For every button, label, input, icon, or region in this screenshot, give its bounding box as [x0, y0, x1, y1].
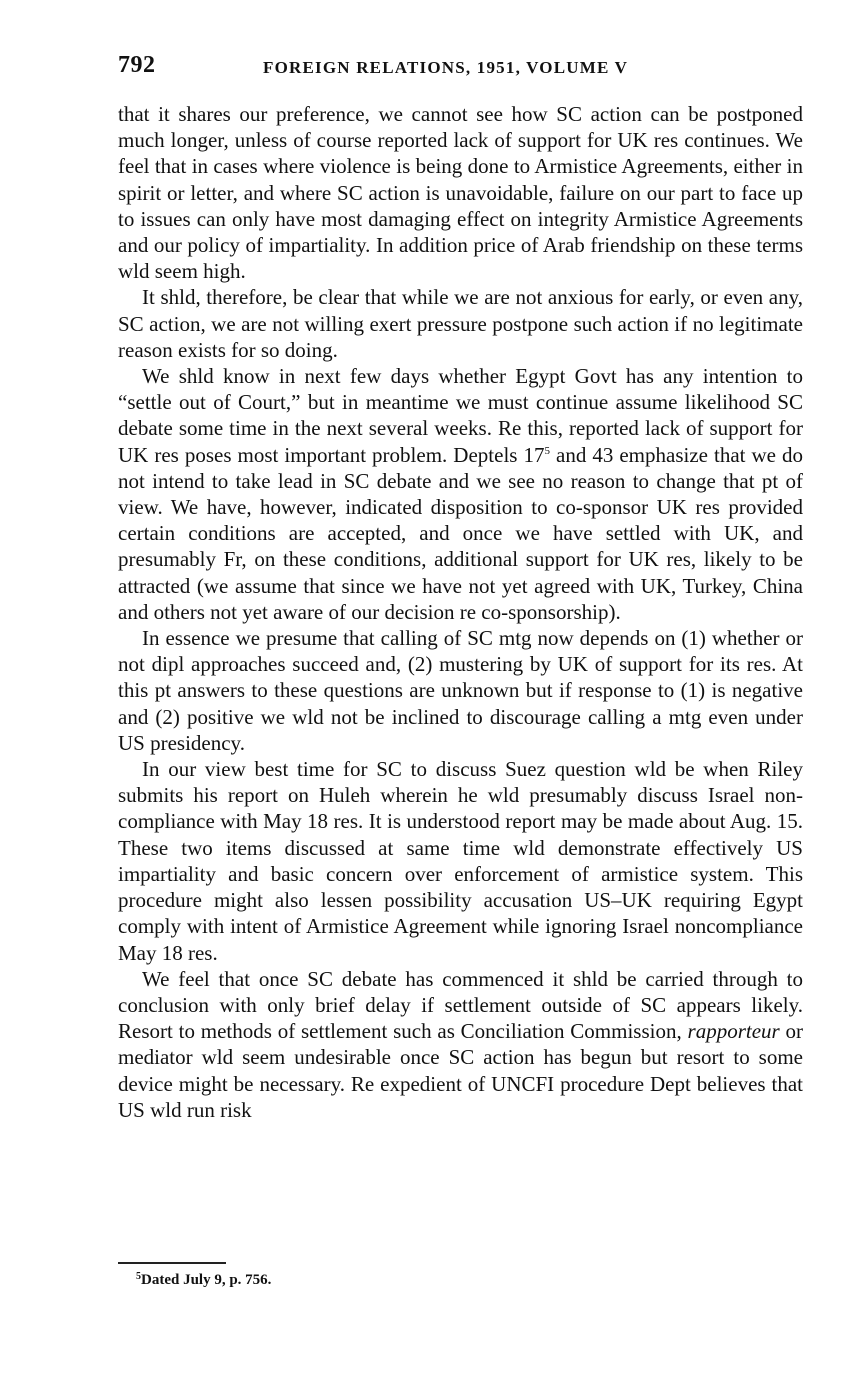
- body-text: [118, 101, 803, 1123]
- footnote-mark: 5: [136, 1271, 141, 1282]
- footnote: [136, 1272, 271, 1289]
- paragraph-6-text-a: We feel that once SC debate has commenced it shld be carried through to conclusion with only brief delay if settlement outside of SC appears likely. Resort to methods of settlement such as Conciliation Commission,: [118, 966, 803, 1044]
- paragraph-6-text-b: or mediator wld seem undesirable once SC action has begun but resort to some device might be necessary. Re expedient of UNCFI procedure Dept believes that US wld run risk: [118, 1019, 803, 1122]
- footnote-divider: [118, 1262, 226, 1264]
- paragraph-1: that it shares our preference, we cannot see how SC action can be postponed much longer, unless of course reported lack of support for UK res continues. We feel that in cases where violence is being done to Armistice Agreements, either in spirit or letter, and where SC action is unavoidable, failure on our part to face up to issues can only have most damaging effect on integrity Armistice Agreements and our policy of impartiality. In addition price of Arab friendship on these terms wld seem high.: [118, 102, 803, 284]
- footnote-text: Dated July 9, p. 756.: [141, 1272, 272, 1288]
- running-head: [118, 52, 803, 88]
- paragraph-3-text-a: We shld know in next few days whether Egypt Govt has any intention to “settle out of Court,” but in meantime we must continue assume likelihood SC debate some time in the next several weeks. Re this, reported lack of support for UK res poses most important problem. Deptels 17: [118, 364, 803, 467]
- page-number: 792: [118, 52, 156, 78]
- volume-title: FOREIGN RELATIONS, 1951, VOLUME V: [263, 58, 629, 77]
- paragraph-3: [118, 363, 803, 625]
- paragraph-5: In our view best time for SC to discuss Suez question wld be when Riley submits his report on Huleh wherein he wld presumably discuss Israel non-compliance with May 18 res. It is understood report may be made about Aug. 15. These two items discussed at same time wld demonstrate effectively US impartiality and basic concern over enforcement of armistice system. This procedure might also lessen possibility accusation US–UK requiring Egypt comply with intent of Armistice Agreement while ignoring Israel noncompliance May 18 res.: [118, 757, 803, 965]
- italic-term: rapporteur: [687, 1019, 780, 1044]
- paragraph-3-text-b: and 43 emphasize that we do not intend to take lead in SC debate and we see no reason to change that pt of view. We have, however, indicated disposition to co-sponsor UK res provided certain conditions are accepted, and once we have settled with UK, and presumably Fr, on these conditions, additional support for UK res, likely to be attracted (we assume that since we have not yet agreed with UK, Turkey, China and others not yet aware of our decision re co-sponsorship).: [118, 442, 804, 624]
- paragraph-6: [118, 966, 803, 1123]
- paragraph-2: It shld, therefore, be clear that while we are not anxious for early, or even any, SC action, we are not willing exert pressure postpone such action if no legitimate reason exists for so doing.: [118, 285, 803, 362]
- footnote-reference: 5: [544, 444, 550, 457]
- paragraph-4: In essence we presume that calling of SC mtg now depends on (1) whether or not dipl approaches succeed and, (2) mustering by UK of support for its res. At this pt answers to these questions are unknown but if response to (1) is negative and (2) positive we wld not be inclined to discourage calling a mtg even under US presidency.: [118, 626, 803, 755]
